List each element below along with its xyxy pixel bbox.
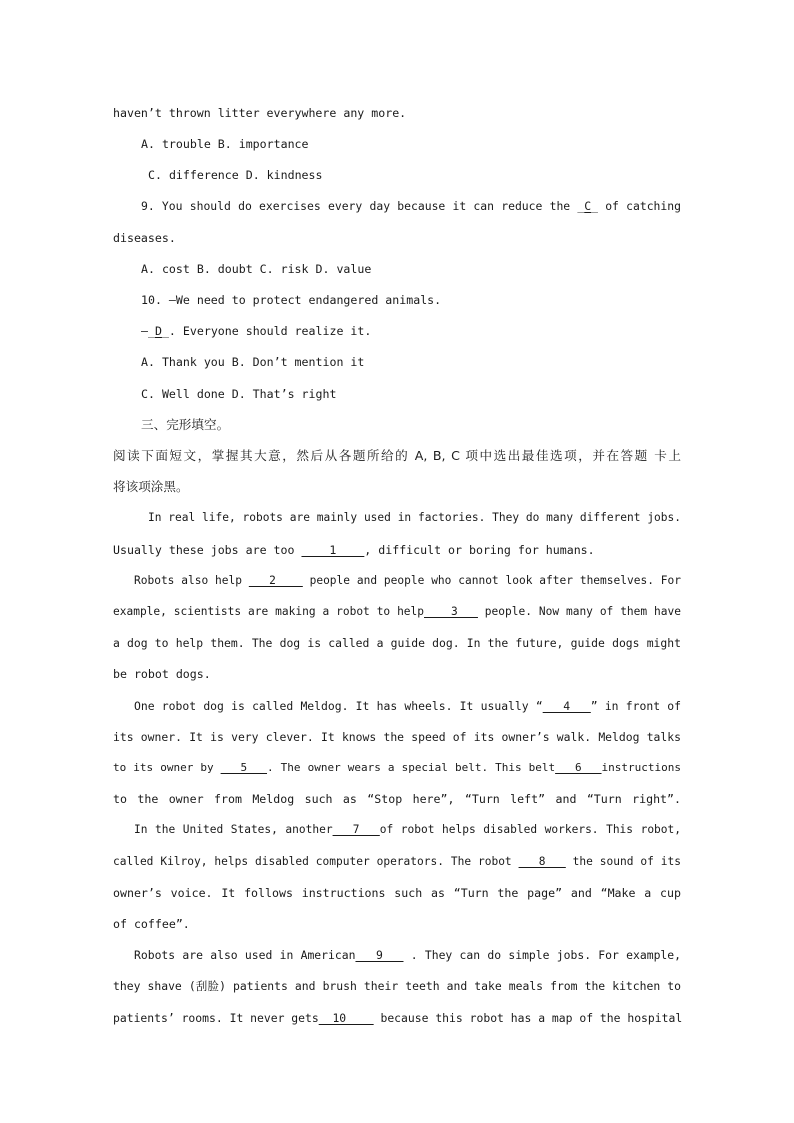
passage-line: owner’s voice. It follows instructions such as “Turn the page” and “Make a cup	[113, 886, 681, 900]
option-line: A. cost B. doubt C. risk D. value	[141, 262, 372, 276]
cloze-blank-3: ____3___	[424, 605, 478, 618]
cloze-blank-1: ____1____	[301, 543, 365, 557]
cloze-blank-2: ___2____	[248, 574, 303, 587]
question-10: 10. —We need to protect endangered animals.	[141, 293, 442, 307]
passage-line: Robots also help ___2____ people and people who cannot look after themselves. For	[134, 574, 681, 587]
passage-line: patients’ rooms. It never gets__10____ because this robot has a map of the hospital	[113, 1011, 683, 1025]
passage-line: to its owner by ___5___. The owner wears a special belt. This belt___6___instructions	[113, 761, 681, 774]
passage-line: One robot dog is called Meldog. It has wheels. It usually “___4___” in front of	[134, 699, 682, 713]
cloze-blank-6: ___6___	[555, 761, 602, 774]
question-9: 9. You should do exercises every day because it can reduce the _C_ of catching	[141, 199, 681, 213]
instruction-line: 阅读下面短文，掌握其大意，然后从各题所给的 A, B, C 项中选出最佳选项，并在答题 卡上	[113, 448, 681, 463]
passage-line: In the United States, another___7___of robot helps disabled workers. This robot,	[134, 823, 681, 836]
cloze-blank-7: ___7___	[332, 823, 380, 836]
cloze-blank-9: ___9___	[355, 948, 404, 962]
option-line: C. difference D. kindness	[148, 168, 323, 182]
passage-line: its owner. It is very clever. It knows the speed of its owner’s walk. Meldog talks	[113, 730, 681, 744]
answer-blank: D	[154, 324, 162, 338]
passage-line: a dog to help them. The dog is called a guide dog. In the future, guide dogs might	[113, 636, 681, 650]
passage-line: they shave (刮脸) patients and brush their teeth and take meals from the kitchen to	[113, 979, 681, 993]
text-line: haven’t thrown litter everywhere any more.	[113, 106, 407, 120]
passage-line: called Kilroy, helps disabled computer operators. The robot ___8___ the sound of its	[113, 855, 681, 868]
passage-line: Usually these jobs are too ____1____, difficult or boring for humans.	[113, 543, 595, 557]
option-line: A. Thank you B. Don’t mention it	[141, 355, 365, 369]
cloze-blank-8: ___8___	[518, 855, 566, 868]
text-line: diseases.	[113, 231, 176, 245]
cloze-blank-5: ___5___	[220, 761, 268, 774]
instruction-line: 将该项涂黑。	[113, 479, 189, 494]
cloze-blank-4: ___4___	[542, 699, 591, 713]
cloze-blank-10: __10____	[318, 1011, 374, 1025]
dialogue-line: —_D_. Everyone should realize it.	[141, 324, 372, 338]
passage-line: Robots are also used in American___9___ . They can do simple jobs. For example,	[134, 948, 682, 962]
passage-line: to the owner from Meldog such as “Stop here”, “Turn left” and “Turn right”.	[113, 792, 681, 806]
passage-line: be robot dogs.	[113, 667, 211, 681]
passage-line: of coffee”.	[113, 917, 190, 931]
answer-blank: C	[584, 199, 592, 213]
option-line: C. Well done D. That’s right	[141, 387, 337, 401]
passage-line: example, scientists are making a robot to help____3___ people. Now many of them have	[113, 605, 681, 618]
section-heading: 三、完形填空。	[141, 417, 230, 432]
option-line: A. trouble B. importance	[141, 137, 309, 151]
passage-line: In real life, robots are mainly used in factories. They do many different jobs.	[148, 511, 681, 524]
